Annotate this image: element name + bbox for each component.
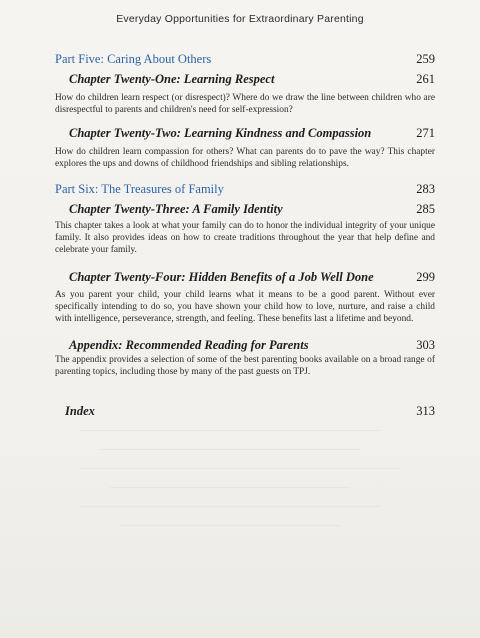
- chapter-description: The appendix provides a selection of some of the best parenting books available on a broad range of parenting topics, including those by many of the past guests on TPJ.: [55, 355, 435, 377]
- running-head: Everyday Opportunities for Extraordinary Parenting: [116, 13, 364, 25]
- page-number: 259: [416, 52, 435, 66]
- chapter-title: Index: [65, 404, 95, 418]
- toc-chapter-22: [55, 126, 435, 141]
- chapter-title: Chapter Twenty-Two: Learning Kindness and Compassion: [69, 126, 372, 140]
- toc-chapter-23: [55, 202, 435, 217]
- part-title: Part Five: Caring About Others: [55, 52, 212, 66]
- chapter-description: This chapter takes a look at what your family can do to honor the individual integrity of your unique family. It also provides ideas on how to create traditions throughout the year that help define and celebrate your family.: [55, 221, 435, 255]
- page-number: 285: [416, 202, 435, 216]
- toc-chapter-24: [55, 270, 435, 285]
- toc-part-five: [55, 52, 435, 67]
- page-number: 271: [416, 126, 435, 140]
- chapter-title: Chapter Twenty-Four: Hidden Benefits of a Job Well Done: [69, 270, 374, 284]
- toc-part-six: [55, 182, 435, 197]
- page-number: 283: [416, 182, 435, 196]
- show-through-texture: [80, 420, 420, 544]
- chapter-title: Chapter Twenty-One: Learning Respect: [69, 72, 275, 86]
- chapter-description: How do children learn compassion for others? What can parents do to pave the way? This chapter explores the ups and downs of childhood friendships and sibling relationships.: [55, 147, 435, 169]
- toc-appendix: [55, 338, 435, 353]
- chapter-description: How do children learn respect (or disrespect)? Where do we draw the line between children who are disrespectful to parents and children's need for self-expression?: [55, 93, 435, 115]
- toc-chapter-21: [55, 72, 435, 87]
- page-number: 261: [416, 72, 435, 86]
- chapter-title: Appendix: Recommended Reading for Parents: [69, 338, 309, 352]
- toc-index: [55, 404, 435, 419]
- part-title: Part Six: The Treasures of Family: [55, 182, 224, 196]
- chapter-title: Chapter Twenty-Three: A Family Identity: [69, 202, 283, 216]
- page-number: 313: [416, 404, 435, 418]
- page-number: 303: [416, 338, 435, 352]
- page-number: 299: [416, 270, 435, 284]
- chapter-description: As you parent your child, your child learns what it means to be a good parent. Without ever specifically intending to do so, you have shown your child how to love, nurture, and raise a child with intelligence, perseverance, strength, and feeling. These benefits last a lifetime and beyond.: [55, 290, 435, 324]
